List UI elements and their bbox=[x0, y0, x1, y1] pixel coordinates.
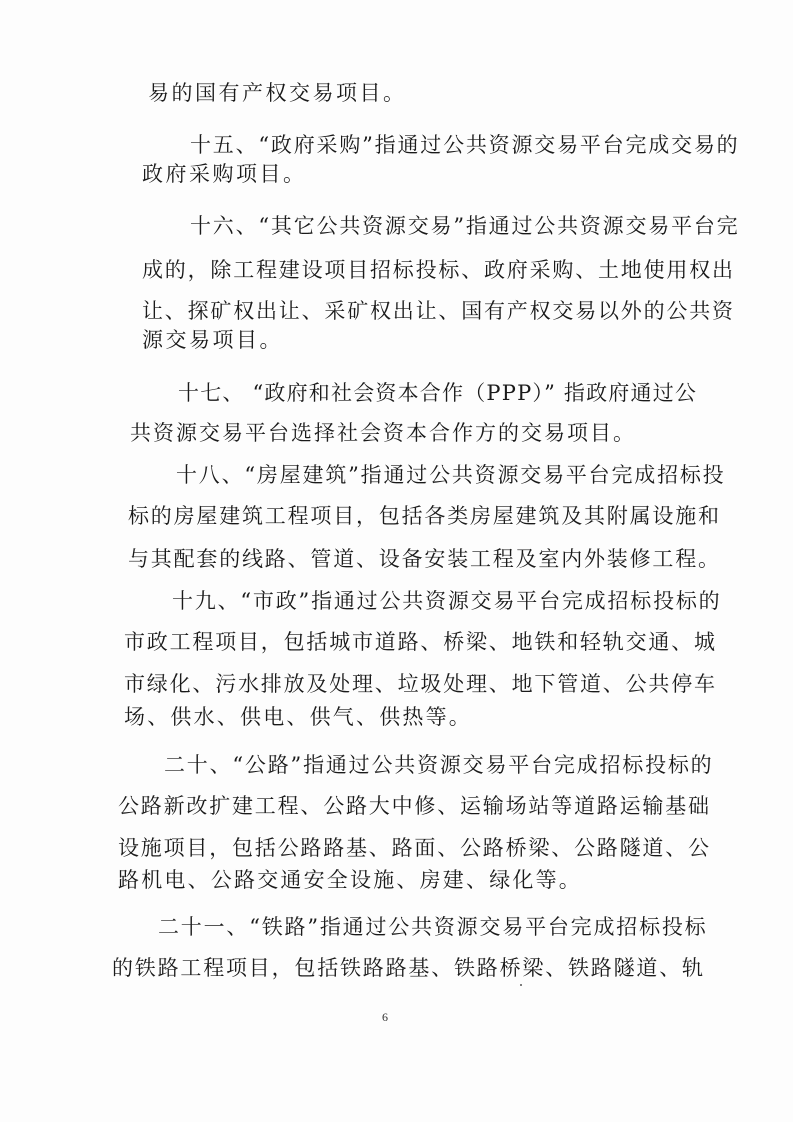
clause-19-line-4: 场、供水、供电、供气、供热等。 bbox=[124, 705, 472, 729]
clause-15-line-1: 十五、“政府采购”指通过公共资源交易平台完成交易的 bbox=[190, 133, 740, 157]
scan-speck bbox=[520, 984, 522, 986]
text-line: 易的国有产权交易项目。 bbox=[148, 81, 407, 105]
clause-18-line-1: 十八、“房屋建筑”指通过公共资源交易平台完成招标投 bbox=[176, 463, 726, 487]
clause-21-line-1: 二十一、“铁路”指通过公共资源交易平台完成招标投标 bbox=[158, 915, 708, 939]
clause-19-line-3: 市绿化、污水排放及处理、垃圾处理、地下管道、公共停车 bbox=[124, 672, 717, 696]
clause-21-line-2: 的铁路工程项目，包括铁路路基、铁路桥梁、铁路隧道、轨 bbox=[112, 956, 705, 980]
clause-18-line-2: 标的房屋建筑工程项目，包括各类房屋建筑及其附属设施和 bbox=[128, 504, 721, 528]
clause-18-line-3: 与其配套的线路、管道、设备安装工程及室内外装修工程。 bbox=[128, 547, 721, 571]
clause-15-line-2: 政府采购项目。 bbox=[142, 162, 307, 186]
clause-16-line-3: 让、探矿权出让、采矿权出让、国有产权交易以外的公共资 bbox=[142, 299, 735, 323]
clause-20-line-4: 路机电、公路交通安全设施、房建、绿化等。 bbox=[118, 868, 582, 892]
clause-16-line-4: 源交易项目。 bbox=[142, 328, 283, 352]
clause-19-line-1: 十九、“市政”指通过公共资源交易平台完成招标投标的 bbox=[172, 589, 722, 613]
clause-20-line-1: 二十、“公路”指通过公共资源交易平台完成招标投标的 bbox=[164, 753, 714, 777]
clause-16-line-2: 成的，除工程建设项目招标投标、政府采购、土地使用权出 bbox=[142, 258, 735, 282]
clause-17-line-2: 共资源交易平台选择社会资本合作方的交易项目。 bbox=[130, 421, 636, 445]
clause-19-line-2: 市政工程项目，包括城市道路、桥梁、地铁和轻轨交通、城 bbox=[124, 630, 717, 654]
page-number: 6 bbox=[382, 1010, 388, 1024]
clause-16-line-1: 十六、“其它公共资源交易”指通过公共资源交易平台完 bbox=[190, 214, 740, 238]
clause-17-line-1: 十七、 “政府和社会资本合作（PPP）” 指政府通过公 bbox=[178, 381, 698, 405]
clause-20-line-3: 设施项目，包括公路路基、路面、公路桥梁、公路隧道、公 bbox=[118, 836, 711, 860]
clause-20-line-2: 公路新改扩建工程、公路大中修、运输场站等道路运输基础 bbox=[118, 794, 711, 818]
